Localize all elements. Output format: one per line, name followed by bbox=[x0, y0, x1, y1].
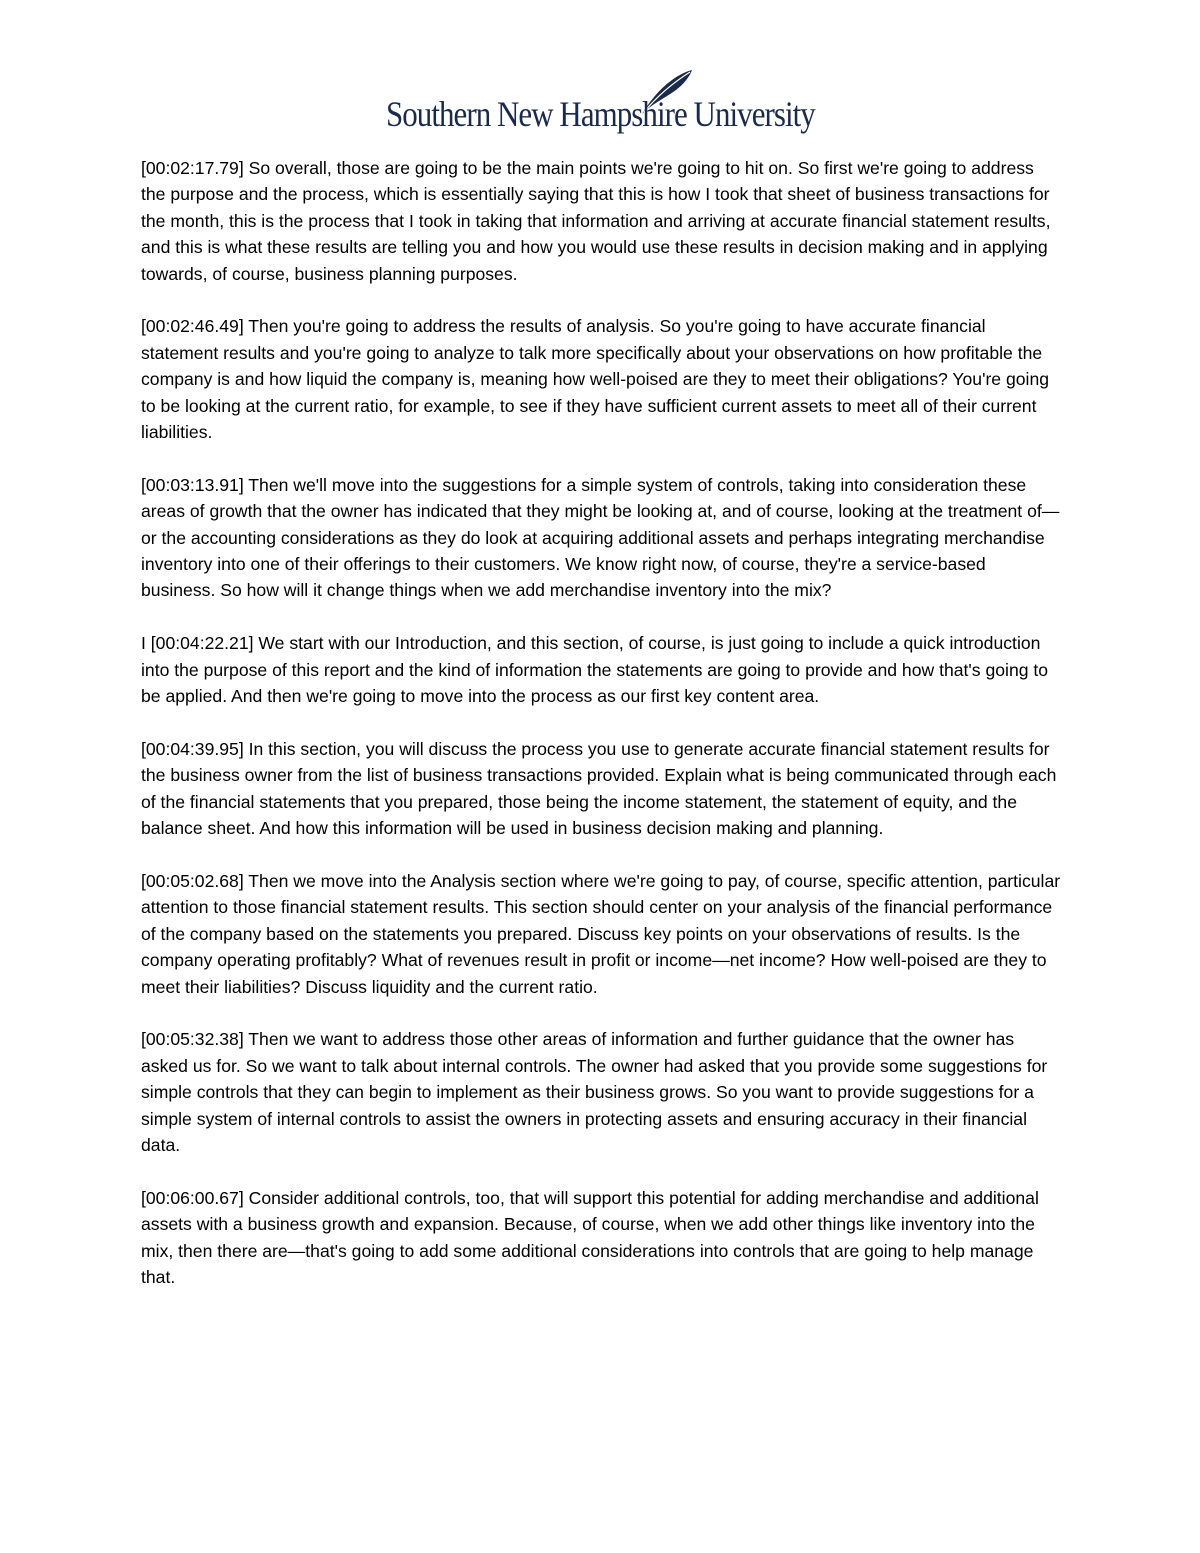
transcript-paragraph: [00:06:00.67] Consider additional controls, too, that will support this potential for adding merchandise and additional assets with a business growth and expansion. Because, of course, when we add other things like inventory into the mix, then there are—that's going to add some additional considerations into controls that are going to help manage that. bbox=[141, 1187, 1039, 1287]
transcript-paragraph: [00:05:32.38] Then we want to address those other areas of information and further guidance that the owner has asked us for. So we want to talk about internal controls. The owner had asked that you provide some suggestions for simple controls that they can begin to implement as their business grows. So you want to provide suggestions for a simple system of internal controls to assist the owners in protecting assets and ensuring accuracy in their financial data. bbox=[141, 1029, 1048, 1155]
university-logo bbox=[386, 68, 816, 134]
transcript-body bbox=[141, 155, 1063, 1317]
transcript-paragraph: I [00:04:22.21] We start with our Introduction, and this section, of course, is just going to include a quick introduction into the purpose of this report and the kind of information the statements are going to provide and how that's going to be applied. And then we're going to move into the process as our first key content area. bbox=[141, 633, 1049, 707]
transcript-paragraph: [00:03:13.91] Then we'll move into the suggestions for a simple system of controls, taking into consideration these areas of growth that the owner has indicated that they might be looking at, and of course, looking at the treatment of—or the accounting considerations as they do look at acquiring additional assets and perhaps integrating merchandise inventory into one of their offerings to their customers. We know right now, of course, they're a service-based business. So how will it change things when we add merchandise inventory into the mix? bbox=[141, 474, 1060, 601]
transcript-paragraph: [00:02:46.49] Then you're going to address the results of analysis. So you're going to have accurate financial statement results and you're going to analyze to talk more specifically about your observations on how profitable the company is and how liquid the company is, meaning how well-poised are they to meet their obligations? You're going to be looking at the current ratio, for example, to see if they have sufficient current assets to meet all of their current liabilities. bbox=[141, 316, 1050, 443]
logo-wordmark: Southern New Hampshire University bbox=[386, 94, 815, 134]
transcript-paragraph: [00:04:39.95] In this section, you will discuss the process you use to generate accurate financial statement results for the business owner from the list of business transactions provided. Explain what is being communicated through each of the financial statements that you prepared, those being the income statement, the statement of equity, and the balance sheet. And how this information will be used in business decision making and planning. bbox=[141, 738, 1057, 839]
transcript-paragraph: [00:05:02.68] Then we move into the Analysis section where we're going to pay, of course, specific attention, particular attention to those financial statement results. This section should center on your analysis of the financial performance of the company based on the statements you prepared. Discuss key points on your observations of results. Is the company operating profitably? What of revenues result in profit or income—net income? How well-poised are they to meet their liabilities? Discuss liquidity and the current ratio. bbox=[141, 870, 1061, 997]
transcript-paragraph: [00:02:17.79] So overall, those are going to be the main points we're going to hit on. So first we're going to address the purpose and the process, which is essentially saying that this is how I took that sheet of business transactions for the month, this is the process that I took in taking that information and arriving at accurate financial statement results, and this is what these results are telling you and how you would use these results in decision making and in applying towards, of course, business planning purposes. bbox=[141, 158, 1051, 284]
